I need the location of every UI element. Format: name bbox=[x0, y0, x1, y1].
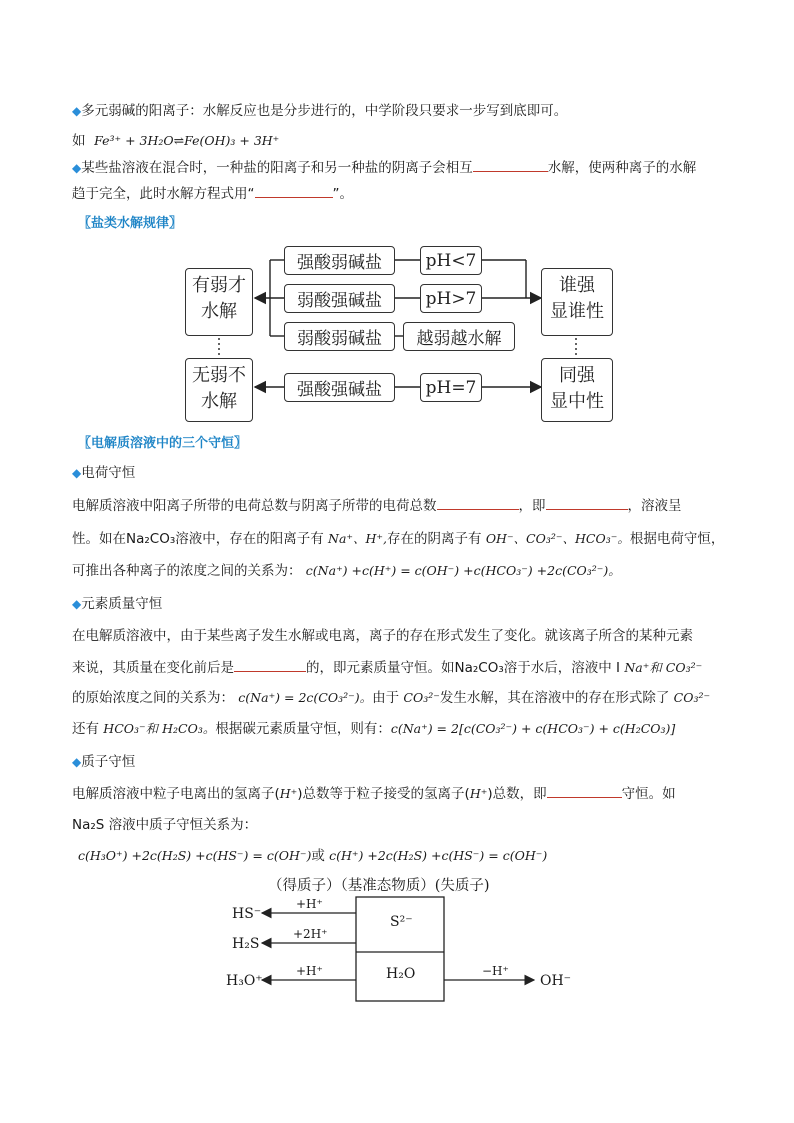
charge-line-1: 电解质溶液中阳离子所带的电荷总数与阴离子所带的电荷总数 ，即 ，溶液呈 bbox=[72, 498, 682, 514]
charge-balance-equation: c(Na⁺) +c(H⁺) = c(OH⁻) +c(HCO₃⁻) +2c(CO₃²⁻)。 bbox=[305, 563, 621, 578]
proton-line-3: c(H₃O⁺) +2c(H₂S) +c(HS⁻) = c(OH⁻)或 c(H⁺) +2c(H₂S) +c(HS⁻) = c(OH⁻) bbox=[78, 848, 548, 864]
label-plus-2h: +2H⁺ bbox=[293, 927, 328, 941]
proton-diagram-header: （得质子）（基准态物质）(失质子) bbox=[268, 878, 490, 894]
polybase-note: ◆多元弱碱的阳离子：水解反应也是分步进行的，中学阶段只要求一步写到底即可。 bbox=[72, 103, 568, 119]
weaker-more-hydrolysis: 越弱越水解 bbox=[403, 322, 515, 351]
label-plus-h-2: +H⁺ bbox=[296, 964, 323, 978]
carbon-mass-equation: c(Na⁺) = 2[c(CO₃²⁻) + c(HCO₃⁻) + c(H₂CO₃)] bbox=[390, 721, 676, 736]
charge-title: ◆电荷守恒 bbox=[72, 465, 136, 481]
mixed-salt-note-cont: 趋于完全，此时水解方程式用“ ”。 bbox=[72, 186, 353, 202]
salt-strong-acid-strong-base: 强酸强碱盐 bbox=[284, 373, 395, 402]
salt-weak-acid-weak-base: 弱酸弱碱盐 bbox=[284, 322, 395, 351]
proton-equation-h3o: c(H₃O⁺) +2c(H₂S) +c(HS⁻) = c(OH⁻) bbox=[78, 848, 312, 863]
species-h3o: H₃O⁺ bbox=[226, 973, 263, 989]
mass-line-4: 还有 HCO₃⁻和 H₂CO₃。根据碳元素质量守恒，则有：c(Na⁺) = 2[c(CO₃²⁻) + c(HCO₃⁻) + c(H₂CO₃)] bbox=[72, 721, 676, 737]
species-hs: HS⁻ bbox=[232, 906, 262, 922]
box-weak-hydrolyzes: 有弱才 水解 bbox=[185, 268, 253, 336]
rules-heading: 〖盐类水解规律〗 bbox=[78, 216, 183, 231]
base-water: H₂O bbox=[386, 966, 416, 982]
salt-weak-acid-strong-base: 弱酸强碱盐 bbox=[284, 284, 395, 313]
conservation-heading: 〖电解质溶液中的三个守恒〗 bbox=[78, 436, 248, 451]
diamond-bullet-icon: ◆ bbox=[72, 597, 82, 611]
label-plus-h-1: +H⁺ bbox=[296, 897, 323, 911]
proton-equation-h: c(H⁺) +2c(H₂S) +c(HS⁻) = c(OH⁻) bbox=[329, 848, 548, 863]
proton-line-1: 电解质溶液中粒子电离出的氢离子(H⁺)总数等于粒子接受的氢离子(H⁺)总数，即 守恒。如 bbox=[72, 786, 676, 802]
species-oh: OH⁻ bbox=[540, 973, 572, 989]
mass-line-1: 在电解质溶液中，由于某些离子发生水解或电离，离子的存在形式发生了变化。就该离子所含的某种元素 bbox=[72, 628, 693, 644]
proton-line-2: Na₂S 溶液中质子守恒关系为： bbox=[72, 817, 258, 833]
diamond-bullet-icon: ◆ bbox=[72, 104, 82, 118]
hydrolysis-example: 如 Fe³⁺ + 3H₂O⇌Fe(OH)₃ + 3H⁺ bbox=[72, 133, 280, 149]
charge-line-2: 性。如在Na₂CO₃溶液中，存在的阳离子有 Na⁺、H⁺,存在的阴离子有 OH⁻、CO₃²⁻、HCO₃⁻。根据电荷守恒， bbox=[72, 531, 725, 547]
salt-strong-acid-weak-base: 强酸弱碱盐 bbox=[284, 246, 395, 275]
ph-equals-7: pH=7 bbox=[420, 373, 482, 402]
base-sulfide: S²⁻ bbox=[390, 914, 413, 930]
box-stronger-shows-nature: 谁强 显谁性 bbox=[541, 268, 613, 336]
ph-less-than-7: pH<7 bbox=[420, 246, 482, 275]
ph-greater-than-7: pH>7 bbox=[420, 284, 482, 313]
diamond-bullet-icon: ◆ bbox=[72, 466, 82, 480]
charge-line-3: 可推出各种离子的浓度之间的关系为： c(Na⁺) +c(H⁺) = c(OH⁻) +c(HCO₃⁻) +2c(CO₃²⁻)。 bbox=[72, 563, 621, 579]
mixed-salt-note: ◆某些盐溶液在混合时，一种盐的阳离子和另一种盐的阴离子会相互 水解，使两种离子的水解 bbox=[72, 160, 697, 176]
mass-line-3: 的原始浓度之间的关系为： c(Na⁺) = 2c(CO₃²⁻)。由于 CO₃²⁻发生水解，其在溶液中的存在形式除了 CO₃²⁻ bbox=[72, 690, 711, 706]
proton-title: ◆质子守恒 bbox=[72, 754, 136, 770]
species-h2s: H₂S bbox=[232, 936, 260, 952]
iron-hydrolysis-equation: Fe³⁺ + 3H₂O⇌Fe(OH)₃ + 3H⁺ bbox=[94, 133, 280, 148]
diamond-bullet-icon: ◆ bbox=[72, 755, 82, 769]
box-both-strong-neutral: 同强 显中性 bbox=[541, 358, 613, 422]
diamond-bullet-icon: ◆ bbox=[72, 161, 82, 175]
mass-line-2: 来说，其质量在变化前后是 的，即元素质量守恒。如Na₂CO₃溶于水后，溶液中 I Na⁺和 CO₃²⁻ bbox=[72, 660, 703, 676]
label-minus-h: −H⁺ bbox=[482, 964, 509, 978]
box-no-weak-no-hydrolysis: 无弱不 水解 bbox=[185, 358, 253, 422]
mass-title: ◆元素质量守恒 bbox=[72, 596, 163, 612]
